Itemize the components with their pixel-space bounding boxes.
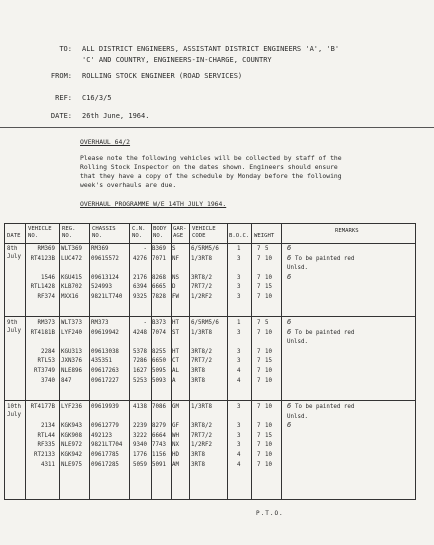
cell-reg-no: KGU415 [61, 274, 82, 281]
cell-body-no: 7074 [152, 329, 166, 336]
cell-mark: 6 [287, 421, 292, 430]
cell-body-no: 5095 [152, 368, 166, 374]
cell-weight-tons: 7 [257, 423, 261, 430]
col-header-chassis-no [92, 226, 116, 240]
cell-weight-cwt: 10 [265, 274, 272, 281]
cell-weight-cwt: 10 [265, 404, 272, 410]
cell-chassis-no: 09612779 [91, 423, 119, 430]
cell-weight-cwt: 15 [265, 432, 272, 439]
cell-vehicle-no: 1546 [41, 274, 55, 281]
cell-weight-cwt: 10 [265, 423, 272, 430]
cell-weight-cwt: 15 [265, 284, 272, 291]
cell-cn-no: 1776 [133, 452, 147, 458]
cell-weight-tons: 7 [257, 452, 261, 458]
col-header-body-no [153, 226, 166, 240]
cell-boc: 3 [237, 358, 241, 365]
cell-weight-tons: 7 [257, 255, 261, 262]
cell-reg-no: LYF236 [61, 404, 82, 410]
cell-remark: To be painted red [295, 329, 355, 336]
cell-remark: Unlsd. [287, 339, 308, 346]
to-line-1 [28, 45, 428, 55]
cell-vehicle-code: 3RT8 [191, 377, 205, 384]
cell-cn-no: - [143, 246, 147, 252]
cell-vehicle-no: 2284 [41, 348, 55, 355]
cell-boc: 4 [237, 452, 241, 458]
cell-date: 10th [7, 404, 21, 410]
cell-cn-no: 6394 [133, 284, 147, 291]
header-line: VEHICLE [28, 226, 52, 232]
cell-chassis-no: 09617785 [91, 452, 119, 458]
cell-vehicle-code: 1/2RF2 [191, 442, 212, 449]
cell-mark: 6 [287, 402, 292, 410]
cell-weight-tons: 7 [257, 294, 261, 300]
cell-chassis-no: 09617227 [91, 377, 119, 384]
column-divider [189, 224, 190, 499]
to-line-2 [28, 56, 428, 66]
cell-mark: 6 [287, 327, 292, 336]
cell-boc: 3 [237, 423, 241, 430]
cell-weight-cwt: 10 [265, 377, 272, 384]
cell-cn-no: 4276 [133, 255, 147, 262]
cell-reg-no: LUC472 [61, 255, 82, 262]
cell-reg-no: KGU313 [61, 348, 82, 355]
cell-remark: To be painted red [295, 404, 355, 410]
to-value-1: ALL DISTRICT ENGINEERS, ASSISTANT DISTRICT ENGINEERS 'A', 'B' [82, 45, 340, 53]
column-divider [59, 224, 60, 499]
cell-weight-tons: 7 [257, 442, 261, 449]
cell-vehicle-code: 3RT8/2 [191, 274, 212, 281]
cell-weight-tons: 7 [257, 348, 261, 355]
cell-vehicle-code: 6/5RM5/6 [191, 320, 219, 326]
col-header-vehicle-no [28, 226, 52, 240]
cell-vehicle-code: 1/3RT8 [191, 329, 212, 336]
cell-cn-no: 2239 [133, 423, 147, 430]
cell-vehicle-code: 3RT8 [191, 452, 205, 458]
from-label: FROM: [50, 72, 72, 80]
cell-body-no: 7828 [152, 294, 166, 300]
cell-weight-cwt: 10 [265, 329, 272, 336]
cell-weight-tons: 7 [257, 329, 261, 336]
overhaul-table [4, 223, 416, 500]
cell-vehicle-code: 1/2RF2 [191, 294, 212, 300]
cell-vehicle-no: RF335 [37, 442, 55, 449]
cell-cn-no: 4138 [133, 404, 147, 410]
cell-garage: CT [172, 358, 179, 365]
cell-vehicle-no: RM369 [37, 246, 55, 252]
cell-weight-cwt: 10 [265, 294, 272, 300]
cell-cn-no: 3222 [133, 432, 147, 439]
cell-weight-tons: 7 [257, 274, 261, 281]
header-line: BODY [153, 226, 167, 232]
header-line: AGE [173, 233, 184, 239]
programme-title: OVERHAUL PROGRAMME W/E 14TH JULY 1964. [80, 200, 227, 208]
cell-vehicle-code: 6/5RM5/6 [191, 246, 219, 252]
cell-boc: 3 [237, 432, 241, 439]
cell-reg-no: LYF240 [61, 329, 82, 336]
cell-chassis-no: 435351 [91, 358, 112, 365]
column-divider [251, 224, 252, 499]
cell-garage: S [172, 246, 176, 252]
cell-date: July [7, 328, 21, 334]
cell-weight-tons: 7 [257, 461, 261, 468]
col-header-cn-no [132, 226, 145, 240]
ref-line [28, 94, 428, 104]
cell-weight-cwt: 10 [265, 255, 272, 262]
cell-vehicle-code: 3RT8 [191, 461, 205, 468]
cell-weight-tons: 7 [257, 377, 261, 384]
cell-vehicle-no: RTL1428 [30, 284, 55, 291]
cell-body-no: 8268 [152, 274, 166, 281]
cell-boc: 3 [237, 442, 241, 449]
from-value: ROLLING STOCK ENGINEER (ROAD SERVICES) [82, 72, 243, 80]
cell-chassis-no: RM369 [91, 246, 109, 252]
cell-date: July [7, 254, 21, 260]
cell-body-no: 5091 [152, 461, 166, 468]
cell-cn-no: 5378 [133, 348, 147, 355]
col-header-reg-no [62, 226, 75, 240]
paragraph-line: Please note the following vehicles will be collected by staff of the [80, 154, 342, 162]
col-header-vehicle-code [192, 226, 216, 240]
group-rule [5, 316, 415, 317]
cell-cn-no: 2176 [133, 274, 147, 281]
cell-garage: GM [172, 404, 179, 410]
column-divider [25, 224, 26, 499]
cell-garage: NF [172, 255, 179, 262]
cell-body-no: 5093 [152, 377, 166, 384]
cell-remark: To be painted red [295, 255, 355, 262]
pto-footer: P.T.O. [256, 510, 284, 517]
cell-vehicle-no: RT2133 [34, 452, 55, 458]
header-line: NO. [153, 233, 164, 239]
cell-mark: 6 [287, 244, 292, 252]
cell-vehicle-code: 3RT8 [191, 368, 205, 374]
cell-weight-cwt: 5 [265, 246, 269, 252]
cell-boc: 3 [237, 294, 241, 300]
cell-reg-no: NLE972 [61, 442, 82, 449]
cell-body-no: 8255 [152, 348, 166, 355]
cell-reg-no: JXN376 [61, 358, 82, 365]
cell-weight-tons: 7 [257, 246, 261, 252]
cell-vehicle-code: 1/3RT8 [191, 255, 212, 262]
cell-cn-no: - [143, 320, 147, 326]
cell-weight-tons: 7 [257, 358, 261, 365]
header-line: GAR- [173, 226, 187, 232]
cell-vehicle-code: 7RT7/2 [191, 284, 212, 291]
cell-date: 8th [7, 246, 18, 252]
cell-reg-no: NLE896 [61, 368, 82, 374]
date-value: 26th June, 1964. [82, 112, 150, 120]
cell-cn-no: 7286 [133, 358, 147, 365]
cell-vehicle-code: 3RT8/2 [191, 348, 212, 355]
cell-garage: AL [172, 368, 179, 374]
cell-boc: 4 [237, 368, 241, 374]
cell-weight-tons: 7 [257, 368, 261, 374]
cell-garage: HD [172, 452, 179, 458]
cell-weight-cwt: 10 [265, 452, 272, 458]
header-rule [5, 243, 415, 244]
cell-garage: A [172, 377, 176, 384]
cell-weight-cwt: 5 [265, 320, 269, 326]
cell-vehicle-no: RT3749 [34, 368, 55, 374]
header-line: NO. [62, 233, 73, 239]
cell-boc: 1 [237, 320, 241, 326]
cell-garage: NX [172, 442, 179, 449]
cell-weight-tons: 7 [257, 432, 261, 439]
header-line: VEHICLE [192, 226, 216, 232]
from-line [28, 72, 428, 82]
header-line: NO. [92, 233, 103, 239]
cell-boc: 4 [237, 377, 241, 384]
cell-garage: ST [172, 329, 179, 336]
col-header-remarks: REMARKS [335, 228, 359, 234]
cell-body-no: 1156 [152, 452, 166, 458]
paragraph-line: that they have a copy of the schedule by Monday before the following [80, 172, 342, 180]
cell-garage: HT [172, 320, 179, 326]
cell-boc: 3 [237, 255, 241, 262]
group-rule [5, 400, 415, 401]
cell-cn-no: 5253 [133, 377, 147, 384]
cell-vehicle-no: RTL53 [37, 358, 55, 365]
cell-reg-no: KGK942 [61, 452, 82, 458]
cell-mark: 6 [287, 272, 292, 281]
cell-vehicle-no: RT4123B [30, 255, 55, 262]
col-header-garage [173, 226, 186, 240]
cell-weight-tons: 7 [257, 284, 261, 291]
cell-chassis-no: 09613124 [91, 274, 119, 281]
cell-body-no: B373 [152, 320, 166, 326]
cell-vehicle-no: 2134 [41, 423, 55, 430]
header-line: CODE [192, 233, 206, 239]
cell-boc: 3 [237, 284, 241, 291]
cell-weight-cwt: 10 [265, 348, 272, 355]
ref-label: REF: [55, 94, 72, 102]
cell-garage: D [172, 284, 176, 291]
cell-garage: HT [172, 348, 179, 355]
cell-vehicle-no: RT4181B [30, 329, 55, 336]
cell-weight-cwt: 10 [265, 442, 272, 449]
cell-cn-no: 9340 [133, 442, 147, 449]
cell-vehicle-no: RTL44 [37, 432, 55, 439]
cell-weight-cwt: 15 [265, 358, 272, 365]
cell-weight-tons: 7 [257, 320, 261, 326]
cell-boc: 3 [237, 274, 241, 281]
cell-reg-no: KGK943 [61, 423, 82, 430]
cell-cn-no: 5059 [133, 461, 147, 468]
cell-vehicle-no: 3740 [41, 377, 55, 384]
cell-vehicle-no: RF374 [37, 294, 55, 300]
cell-vehicle-code: 3RT8/2 [191, 423, 212, 430]
cell-garage: AM [172, 461, 179, 468]
cell-boc: 1 [237, 246, 241, 252]
cell-vehicle-code: 1/3RT8 [191, 404, 212, 410]
paragraph-line: week's overhauls are due. [80, 181, 177, 189]
column-divider [129, 224, 130, 499]
cell-mark: 6 [287, 318, 292, 326]
cell-chassis-no: 09617263 [91, 368, 119, 374]
cell-chassis-no: 09613038 [91, 348, 119, 355]
cell-body-no: 6664 [152, 432, 166, 439]
cell-body-no: 7086 [152, 404, 166, 410]
cell-boc: 4 [237, 461, 241, 468]
cell-boc: 3 [237, 348, 241, 355]
cell-reg-no: NLE975 [61, 461, 82, 468]
cell-reg-no: KLB702 [61, 284, 82, 291]
col-header-boc: B.O.C. [229, 233, 250, 239]
paragraph-line: Rolling Stock Inspector on the dates shown. Engineers should ensure [80, 163, 338, 171]
cell-body-no: 6650 [152, 358, 166, 365]
cell-chassis-no: RM373 [91, 320, 109, 326]
cell-body-no: 7071 [152, 255, 166, 262]
cell-weight-tons: 7 [257, 404, 261, 410]
cell-chassis-no: 9821LT704 [91, 442, 123, 449]
cell-vehicle-code: 7RT7/2 [191, 432, 212, 439]
header-line: REG. [62, 226, 76, 232]
cell-garage: FW [172, 294, 179, 300]
to-label: TO: [59, 45, 72, 53]
cell-vehicle-code: 7RT7/2 [191, 358, 212, 365]
cell-garage: GF [172, 423, 179, 430]
cell-reg-no: WLT373 [61, 320, 82, 326]
header-line: CHASSIS [92, 226, 116, 232]
cell-chassis-no: 9821LT740 [91, 294, 123, 300]
col-header-date: DATE [7, 233, 21, 239]
to-value-2: 'C' AND COUNTRY, ENGINEERS-IN-CHARGE, COUNTRY [82, 56, 272, 64]
cell-weight-cwt: 10 [265, 368, 272, 374]
ref-value: C16/3/5 [82, 94, 112, 102]
cell-body-no: 8279 [152, 423, 166, 430]
cell-chassis-no: 09617285 [91, 461, 119, 468]
cell-mark: 6 [287, 253, 292, 262]
column-divider [281, 224, 282, 499]
cell-boc: 3 [237, 404, 241, 410]
cell-remark: Unlsd. [287, 265, 308, 272]
cell-vehicle-no: RT4177B [30, 404, 55, 410]
cell-vehicle-no: 4311 [41, 461, 55, 468]
date-line [28, 112, 428, 122]
cell-reg-no: 847 [61, 377, 72, 384]
cell-reg-no: MXX16 [61, 294, 79, 300]
cell-garage: NS [172, 274, 179, 281]
header-divider [0, 127, 434, 128]
col-header-weight: WEIGHT [254, 233, 275, 239]
cell-weight-cwt: 10 [265, 461, 272, 468]
cell-chassis-no: 09619939 [91, 404, 119, 410]
cell-cn-no: 9325 [133, 294, 147, 300]
cell-date: July [7, 412, 21, 418]
header-line: NO. [28, 233, 39, 239]
cell-reg-no: WLT369 [61, 246, 82, 252]
column-divider [89, 224, 90, 499]
date-label: DATE: [50, 112, 72, 120]
cell-chassis-no: 492123 [91, 432, 112, 439]
column-divider [227, 224, 228, 499]
cell-reg-no: KGK908 [61, 432, 82, 439]
header-line: C.N. [132, 226, 146, 232]
cell-cn-no: 4248 [133, 329, 147, 336]
cell-date: 9th [7, 320, 18, 326]
cell-boc: 3 [237, 329, 241, 336]
cell-body-no: 7743 [152, 442, 166, 449]
cell-remark: Unlsd. [287, 413, 308, 420]
header-line: NO. [132, 233, 143, 239]
cell-body-no: B369 [152, 246, 166, 252]
cell-body-no: 6665 [152, 284, 166, 291]
cell-chassis-no: 09615572 [91, 255, 119, 262]
cell-chassis-no: 524993 [91, 284, 112, 291]
cell-cn-no: 1627 [133, 368, 147, 374]
cell-garage: WH [172, 432, 179, 439]
cell-chassis-no: 09619942 [91, 329, 119, 336]
subject-heading: OVERHAUL 64/2 [80, 138, 131, 146]
cell-vehicle-no: RM373 [37, 320, 55, 326]
